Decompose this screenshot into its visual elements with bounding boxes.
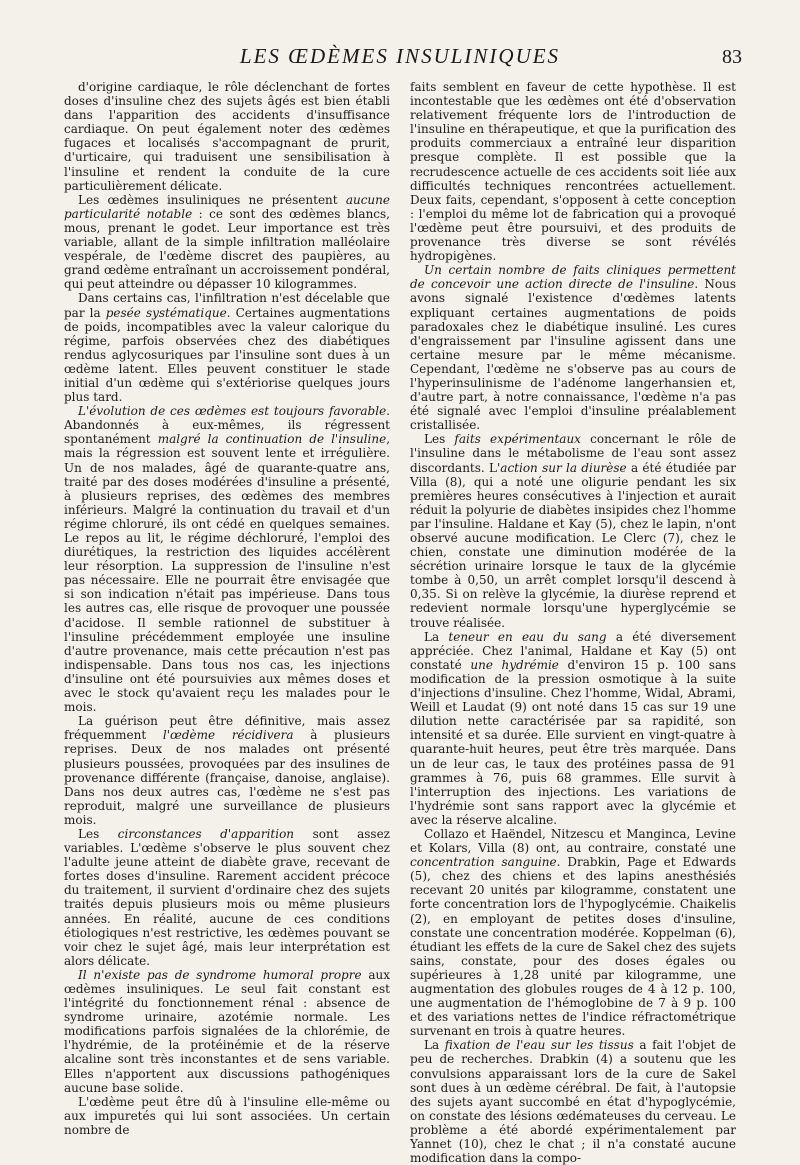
paragraph [410,432,736,629]
italic-phrase: aucune particularité notable [64,192,390,221]
paragraph [64,193,390,292]
paragraph [64,968,390,1095]
running-title: LES ŒDÈMES INSULINIQUES [239,44,561,68]
paragraph [64,80,390,193]
text-run: faits semblent en faveur de cette hypothèse. Il est incontestable que les œdèmes ont été d'observation relativement fréquente lors de l'introduction de l'insuline en thérapeutique, et que la purification des produits commerciaux a entraîné leur disparition presque complète. Il est possible que la recrudescence actuelle de ces accidents soit liée aux difficultés techniques rencontrées actuellement. Deux faits, cependant, s'opposent à cette conception : l'emploi du même lot de fabrication qui a provoqué l'œdème peut être poursuivi, et des produits de provenance très diverse se sont révélés hydropigènes. [410,80,736,264]
text-run: aux œdèmes insuliniques. Le seul fait constant est l'intégrité du fonctionnement rénal : absence de syndrome urinaire, azotémie normale. Les modifications parfois signalées de la chlorémie, de l'hydrémie, de la protéinémie et de la réserve alcaline sont très inconstantes et de sens variable. Elles n'apportent aux discussions pathogéniques aucune base solide. [64,967,390,1095]
paragraph [64,714,390,827]
text-run: d'environ 15 p. 100 sans modification de la pression osmotique à la suite d'injections d'insuline. Chez l'homme, Widal, Abrami, Weill et Laudat (9) ont noté dans 15 cas sur 19 une dilution nette caractérisée par sa rapidité, son intensité et sa durée. Elle survient en vingt-quatre à quarante-huit heures, peut être très marquée. Dans un de leur cas, le taux des protéines passa de 91 grammes à 76, puis 68 grammes. Elle survit à l'interruption des injections. Les variations de l'hydrémie sont sans rapport avec la glycémie et avec la réserve alcaline. [410,657,737,827]
italic-phrase: circonstances d'apparition [117,826,295,841]
paragraph [64,1095,390,1137]
text-run: , mais la régression est souvent lente et irrégulière. Un de nos malades, âgé de quarante-quatre ans, traité par des doses modérées d'insuline a présenté, à plusieurs reprises, des œdèmes des membres inférieurs. Malgré la continuation du travail et d'un régime chloruré, ils ont cédé en quelques semaines. Le repos au lit, le régime déchloruré, l'emploi des diurétiques, la restriction des liquides accélèrent leur résorption. La suppression de l'insuline n'est pas nécessaire. Elle ne pourrait être envisagée que si son indication n'était pas impérieuse. Dans tous les autres cas, elle risque de provoquer une poussée d'acidose. Il semble rationnel de substituer à l'insuline précédemment employée une insuline d'autre provenance, mais cette précaution n'est pas indispensable. Dans tous nos cas, les injections d'insuline ont été poursuivies aux mêmes doses et avec le stock qu'avaient reçu les malades pour le mois. [64,432,391,715]
text-run: L'œdème peut être dû à l'insuline elle-même ou aux impuretés qui lui sont associées. Un certain nombre de [64,1094,390,1137]
text-run: Collazo et Haëndel, Nitzescu et Manginca, Levine et Kolars, Villa (8) ont, au contraire, constaté une [410,826,736,856]
text-run: . Drabkin, Page et Edwards (5), chez des chiens et des lapins anesthésiés recevant 20 unités par kilogramme, constatent une forte concentration lors de l'hypoglycémie. Chaikelis (2), en employant de petites doses d'insuline, constate une concentration modérée. Koppelman (6), étudiant les effets de la cure de Sakel chez des sujets sains, constate, pour des doses égales ou supérieures à 1,28 unité par kilogramme, une augmentation des globules rouges de 4 à 12 p. 100, une augmentation de l'hémoglobine de 7 à 9 p. 100 et des variations nettes de l'indice réfractométrique survenant en trois à quatre heures. [410,855,736,1039]
text-run: à plusieurs reprises. Deux de nos malades ont présenté plusieurs poussées, provoquées par des insulines de provenance différente (française, danoise, anglaise). Dans nos deux autres cas, l'œdème ne s'est pas reproduit, malgré une surveillance de plusieurs mois. [64,728,390,827]
text-run: . Abandonnés à eux-mêmes, ils régressent spontanément [64,404,390,447]
text-run: a été étudiée par Villa (8), qui a noté une oligurie pendant les six premières heures consécutives à l'injection et aurait réduit la polyurie de diabètes insipides chez l'homme par l'insuline. Haldane et Kay (5), chez le lapin, n'ont observé aucune modification. Le Clerc (7), chez le chien, constate une diminution modérée de la sécrétion urinaire lorsque le taux de la glycémie tombe à 0,50, un arrêt complet lorsqu'il descend à 0,35. Si on relève la glycémie, la diurèse reprend et redevient normale lorsqu'une hyperglycémie se trouve réalisée. [410,460,736,630]
paragraph [410,630,736,827]
paragraph [410,80,736,263]
paragraph [410,263,736,432]
italic-phrase: l'œdème récidivera [162,728,294,743]
italic-phrase: concentration sanguine [410,855,557,870]
text-run: Les [78,826,118,841]
italic-phrase: pesée systématique [105,305,227,320]
paragraph [410,1038,736,1165]
paragraph [410,827,736,1038]
italic-phrase: une hydrémie [470,657,559,672]
italic-phrase: Il n'existe pas de syndrome humoral propre [78,967,362,982]
text-run: . Certaines augmentations de poids, incompatibles avec la valeur calorique du régime, parfois observées chez des diabétiques rendus aglycosuriques par l'insuline sont dues à un œdème latent. Elles peuvent constituer le stade initial d'un œdème qui s'extériorise quelques jours plus tard. [64,305,390,405]
page-number: 83 [722,46,742,68]
text-run: d'origine cardiaque, le rôle déclenchant de fortes doses d'insuline chez des sujets âgés est bien établi dans l'apparition des accidents d'insuffisance cardiaque. On peut également noter des œdèmes fugaces et localisés s'accompagnant de prurit, d'urticaire, qui traduisent une sensibilisation à l'insuline et rendent la conduite de la cure particulièrement délicate. [64,80,390,193]
italic-phrase: fixation de l'eau sur les tissus [444,1038,634,1053]
right-column [410,80,736,1165]
text-run: La guérison peut être définitive, mais assez fréquemment [64,714,390,743]
text-run: . Nous avons signalé l'existence d'œdèmes latents expliquant certaines augmentations de poids paradoxales chez le diabétique insuliné. Les cures d'engraissement par l'insuline agissent dans une certaine mesure par le même mécanisme. Cependant, l'œdème ne s'observe pas au cours de l'hyperinsulinisme de l'adénome langerhansien et, d'autre part, à notre connaissance, l'œdème n'a pas été signalé avec l'emploi d'insuline préalablement cristallisée. [410,277,736,433]
italic-phrase: teneur en eau du sang [448,629,607,644]
paragraph [64,827,390,968]
text-run: sont assez variables. L'œdème s'observe le plus souvent chez l'adulte jeune atteint de diabète grave, recevant de fortes doses d'insuline. Rarement accident précoce du traitement, il survient d'ordinaire chez des sujets traités depuis plusieurs mois ou même plusieurs années. En réalité, aucune de ces conditions étiologiques n'est restrictive, les œdèmes pouvant se voir chez le sujet âgé, mais leur interprétation est alors délicate. [64,826,390,968]
italic-phrase: action sur la diurèse [500,460,627,475]
text-run: a été diversement appréciée. Chez l'animal, Haldane et Kay (5) ont constaté [410,629,736,672]
text-run: Les [424,432,455,447]
text-run: a fait l'objet de peu de recherches. Drabkin (4) a soutenu que les convulsions apparaissant lors de la cure de Sakel sont dues à un œdème cérébral. De fait, à l'autopsie des sujets ayant succombé en état d'hypoglycémie, on constate des lésions œdémateuses du cerveau. Le problème a été abordé expérimentalement par Yannet (10), chez le chat ; il n'a constaté aucune modification dans la compo- [410,1038,736,1165]
left-column [64,80,390,1137]
italic-phrase: L'évolution de ces œdèmes est toujours favorable [78,404,387,419]
text-run: : ce sont des œdèmes blancs, mous, prenant le godet. Leur importance est très variable, allant de la simple infiltration malléolaire vespérale, de l'œdème discret des paupières, au grand œdème entraînant un accroissement pondéral, qui peut atteindre ou dépasser 10 kilogrammes. [64,206,390,292]
italic-phrase: Un certain nombre de faits cliniques permettent de concevoir une action directe de l'insuline [410,263,736,292]
paragraph [64,291,390,404]
paragraph [64,404,390,714]
text-run: concernant le rôle de l'insuline dans le métabolisme de l'eau sont assez discordants. L' [410,432,736,475]
italic-phrase: malgré la continuation de l'insuline [157,432,387,447]
text-run: La [424,1038,445,1053]
text-run: Les œdèmes insuliniques ne présentent [78,192,346,207]
text-run: La [424,629,449,644]
text-run: Dans certains cas, l'infiltration n'est décelable que par la [64,291,390,320]
italic-phrase: faits expérimentaux [454,432,581,447]
